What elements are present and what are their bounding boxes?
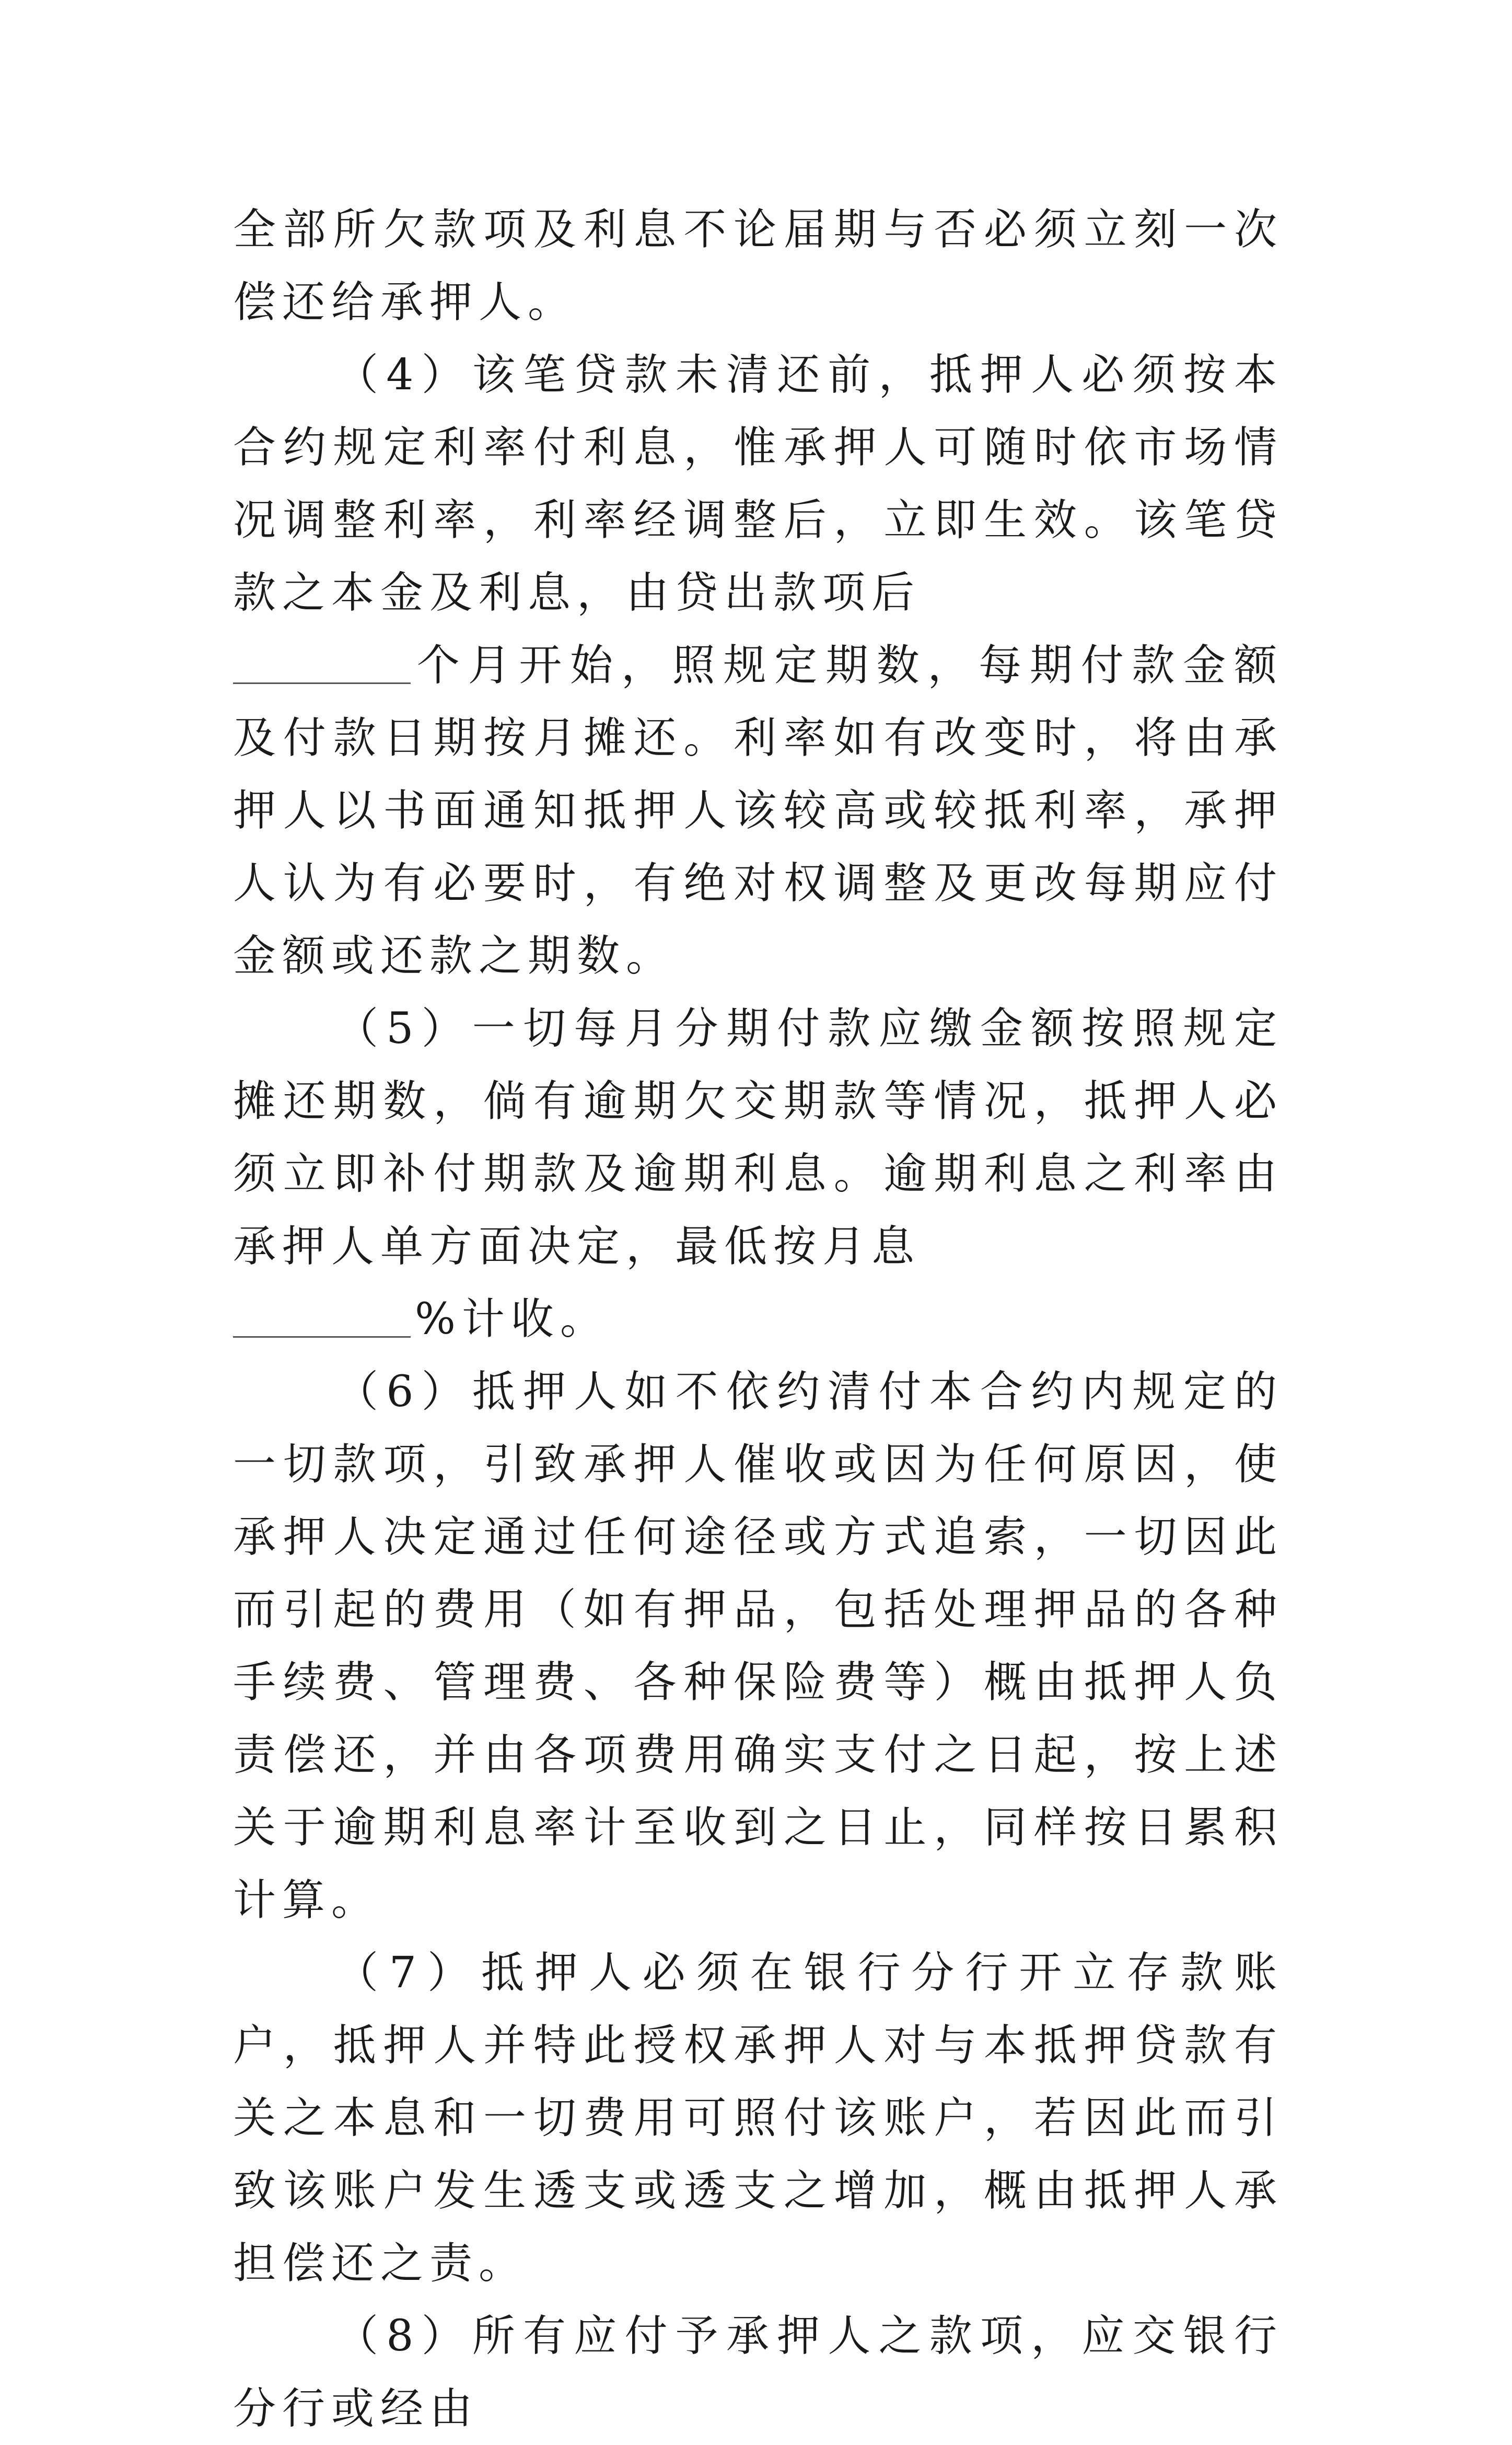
clause-8	[233, 2300, 1283, 2445]
clause-6	[233, 1355, 1283, 1937]
clause-6-text: （6）抵押人如不依约清付本合约内规定的一切款项，引致承押人催收或因为任何原因，使承押人决定通过任何途径或方式追索，一切因此而引起的费用（如有押品，包括处理押品的各种手续费、管理费、各种保险费等）概由抵押人负责偿还，并由各项费用确实支付之日起，按上述关于逾期利息率计至收到之日止，同样按日累积计算。	[233, 1367, 1283, 1925]
clause-5-text-before: （5）一切每月分期付款应缴金额按照规定摊还期数，倘有逾期欠交期款等情况，抵押人必须立即补付期款及逾期利息。逾期利息之利率由承押人单方面决定，最低按月息	[233, 1004, 1283, 1271]
document-page	[233, 193, 1283, 2445]
clause-7-text: （7）抵押人必须在银行分行开立存款账户，抵押人并特此授权承押人对与本抵押贷款有关之本息和一切费用可照付该账户，若因此而引致该账户发生透支或透支之增加，概由抵押人承担偿还之责。	[233, 1948, 1283, 2288]
clause-4	[233, 339, 1283, 992]
paragraph-text: 全部所欠款项及利息不论届期与否必须立刻一次偿还给承押人。	[233, 205, 1283, 327]
clause-4-text-after: 个月开始，照规定期数，每期付款金额及付款日期按月摊还。利率如有改变时，将由承押人以书面通知抵押人该较高或较抵利率，承押人认为有必要时，有绝对权调整及更改每期应付金额或还款之期数。	[233, 641, 1283, 981]
clause-5-text-after: %计收。	[415, 1294, 609, 1344]
clause-4-text-before: （4）该笔贷款未清还前，抵押人必须按本合约规定利率付利息，惟承押人可随时依市场情况调整利率，利率经调整后，立即生效。该笔贷款之本金及利息，由贷出款项后	[233, 350, 1283, 618]
clause-5	[233, 992, 1283, 1355]
paragraph-continuation	[233, 193, 1283, 339]
rate-blank-field[interactable]	[233, 1293, 411, 1338]
months-blank-field[interactable]	[233, 640, 411, 684]
clause-7	[233, 1937, 1283, 2300]
clause-8-text: （8）所有应付予承押人之款项，应交银行分行或经由	[233, 2311, 1283, 2434]
